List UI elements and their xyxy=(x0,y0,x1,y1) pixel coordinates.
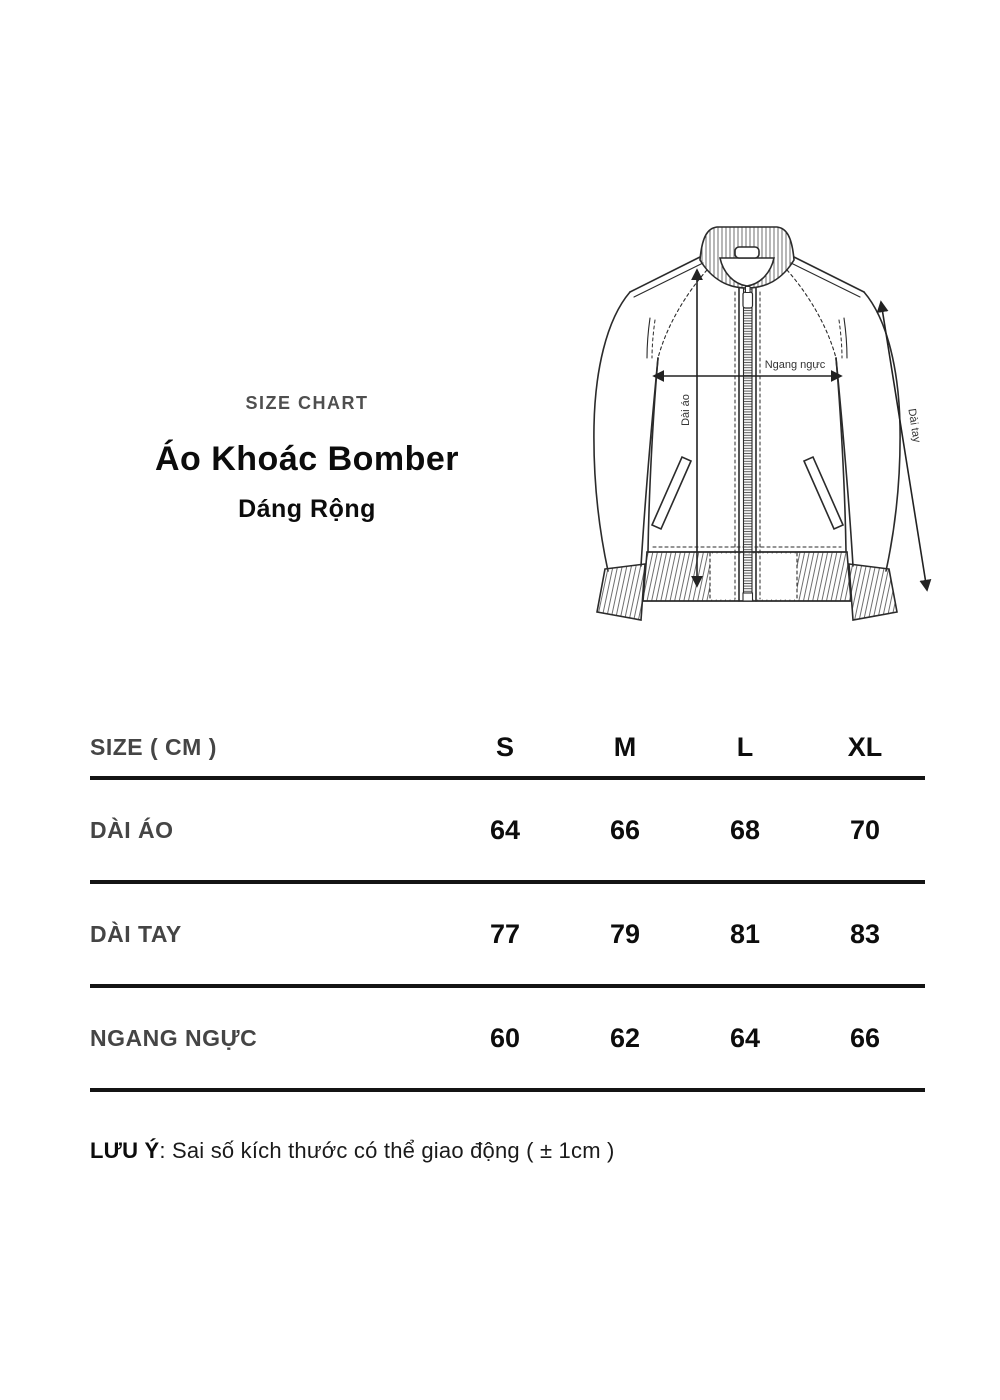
col-header-l: L xyxy=(736,731,754,762)
left-pocket-welt xyxy=(652,457,691,529)
col-header-s: S xyxy=(495,731,514,762)
hanger-loop xyxy=(735,247,759,258)
value-cell: 66 xyxy=(609,814,641,845)
chest-width-label: Ngang ngực xyxy=(764,359,826,371)
size-table-header-row xyxy=(90,718,925,776)
note-label: LƯU Ý xyxy=(90,1138,160,1163)
sleeve-length-label: Dài tay xyxy=(905,407,923,444)
value-cell: 81 xyxy=(729,918,761,949)
product-title: Áo Khoác Bomber xyxy=(154,440,460,478)
jacket-flat-drawing xyxy=(560,200,960,630)
sleeve-length-arrow xyxy=(881,302,927,590)
size-unit-header: SIZE ( CM ) xyxy=(90,733,217,760)
value-cell: 70 xyxy=(849,814,881,845)
product-fit-subtitle: Dáng Rộng xyxy=(238,495,376,523)
table-divider xyxy=(90,1088,925,1092)
row-label: DÀI TAY xyxy=(90,920,182,947)
value-cell: 60 xyxy=(489,1022,521,1053)
value-cell: 79 xyxy=(609,918,641,949)
left-cuff-rib xyxy=(597,564,645,620)
title-block xyxy=(107,393,507,524)
eyebrow-size-chart: SIZE CHART xyxy=(245,393,369,413)
tolerance-note xyxy=(90,1138,615,1164)
zipper-teeth xyxy=(744,288,753,601)
size-table xyxy=(90,718,925,1092)
body-length-label: Dài áo xyxy=(680,394,692,426)
value-cell: 66 xyxy=(849,1022,881,1053)
value-cell: 64 xyxy=(729,1022,761,1053)
value-cell: 83 xyxy=(849,918,881,949)
jacket-diagram xyxy=(560,200,960,630)
right-cuff-rib xyxy=(849,564,897,620)
row-label: NGANG NGỰC xyxy=(90,1024,258,1051)
col-header-m: M xyxy=(613,731,637,762)
table-row-sleeve-length xyxy=(90,884,925,984)
jacket-outline xyxy=(594,227,900,620)
value-cell: 77 xyxy=(489,918,521,949)
right-pocket-welt xyxy=(804,457,843,529)
note-text: : Sai số kích thước có thể giao động ( ± 1cm ) xyxy=(159,1138,615,1163)
row-label: DÀI ÁO xyxy=(90,816,174,843)
value-cell: 62 xyxy=(609,1022,641,1053)
table-row-body-length xyxy=(90,780,925,880)
measurement-arrows xyxy=(654,270,927,590)
zipper-slider xyxy=(743,292,753,308)
table-row-chest-width xyxy=(90,988,925,1088)
value-cell: 68 xyxy=(729,814,761,845)
value-cell: 64 xyxy=(489,814,521,845)
col-header-xl: XL xyxy=(847,731,883,762)
